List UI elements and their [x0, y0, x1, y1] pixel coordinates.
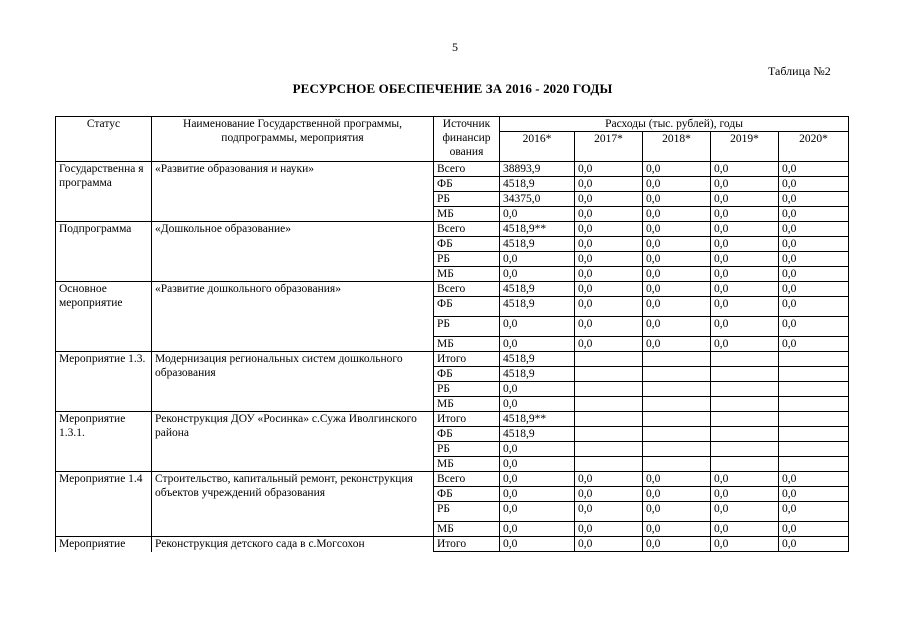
- value-cell: 0,0: [500, 537, 575, 552]
- value-cell: 0,0: [779, 222, 849, 237]
- value-cell: [575, 367, 643, 382]
- value-cell: 0,0: [643, 237, 711, 252]
- status-cell: Основное мероприятие: [56, 282, 152, 352]
- value-cell: [643, 412, 711, 427]
- value-cell: 0,0: [643, 522, 711, 537]
- value-cell: [711, 457, 779, 472]
- value-cell: 0,0: [779, 502, 849, 522]
- source-cell: РБ: [434, 317, 500, 337]
- value-cell: 0,0: [643, 317, 711, 337]
- value-cell: [643, 382, 711, 397]
- value-cell: [643, 442, 711, 457]
- value-cell: 0,0: [711, 472, 779, 487]
- value-cell: 0,0: [500, 337, 575, 352]
- value-cell: 0,0: [711, 207, 779, 222]
- value-cell: 0,0: [779, 472, 849, 487]
- value-cell: [711, 397, 779, 412]
- document-title: РЕСУРСНОЕ ОБЕСПЕЧЕНИЕ ЗА 2016 - 2020 ГОДЫ: [292, 81, 613, 96]
- value-cell: 0,0: [575, 192, 643, 207]
- value-cell: 0,0: [575, 522, 643, 537]
- header-expenses: Расходы (тыс. рублей), годы: [500, 117, 849, 132]
- value-cell: 0,0: [711, 252, 779, 267]
- value-cell: [575, 382, 643, 397]
- value-cell: 0,0: [643, 267, 711, 282]
- value-cell: 0,0: [500, 457, 575, 472]
- value-cell: 0,0: [575, 162, 643, 177]
- value-cell: 0,0: [575, 472, 643, 487]
- source-cell: ФБ: [434, 177, 500, 192]
- value-cell: [711, 352, 779, 367]
- value-cell: [643, 397, 711, 412]
- value-cell: 0,0: [643, 282, 711, 297]
- value-cell: 0,0: [779, 317, 849, 337]
- value-cell: 0,0: [500, 502, 575, 522]
- value-cell: 0,0: [779, 537, 849, 552]
- value-cell: 0,0: [779, 207, 849, 222]
- value-cell: 4518,9: [500, 427, 575, 442]
- value-cell: [711, 382, 779, 397]
- value-cell: 0,0: [711, 282, 779, 297]
- table-row: [56, 352, 849, 367]
- value-cell: [643, 427, 711, 442]
- value-cell: [779, 457, 849, 472]
- header-year: 2018*: [643, 132, 711, 162]
- table-row: [56, 282, 849, 297]
- source-cell: РБ: [434, 382, 500, 397]
- value-cell: 0,0: [575, 222, 643, 237]
- value-cell: 0,0: [500, 472, 575, 487]
- header-status: Статус: [56, 117, 152, 162]
- source-cell: РБ: [434, 442, 500, 457]
- program-name-cell: «Развитие дошкольного образования»: [152, 282, 434, 352]
- source-cell: Итого: [434, 352, 500, 367]
- value-cell: 0,0: [779, 192, 849, 207]
- value-cell: [779, 412, 849, 427]
- value-cell: 0,0: [779, 252, 849, 267]
- source-cell: ФБ: [434, 427, 500, 442]
- value-cell: 0,0: [711, 162, 779, 177]
- value-cell: 0,0: [643, 192, 711, 207]
- source-cell: МБ: [434, 457, 500, 472]
- value-cell: [711, 412, 779, 427]
- value-cell: 0,0: [500, 207, 575, 222]
- source-cell: РБ: [434, 192, 500, 207]
- header-year: 2020*: [779, 132, 849, 162]
- source-cell: МБ: [434, 267, 500, 282]
- value-cell: 0,0: [575, 267, 643, 282]
- value-cell: [711, 367, 779, 382]
- value-cell: [643, 352, 711, 367]
- status-cell: Мероприятие 1.3.1.: [56, 412, 152, 472]
- header-source: Источник финансир ования: [434, 117, 500, 162]
- value-cell: [711, 427, 779, 442]
- value-cell: 0,0: [575, 502, 643, 522]
- value-cell: 0,0: [711, 537, 779, 552]
- status-cell: Мероприятие: [56, 537, 152, 552]
- value-cell: 0,0: [575, 237, 643, 252]
- value-cell: [575, 457, 643, 472]
- value-cell: 4518,9: [500, 367, 575, 382]
- source-cell: ФБ: [434, 297, 500, 317]
- value-cell: 0,0: [711, 297, 779, 317]
- value-cell: 0,0: [643, 162, 711, 177]
- value-cell: 0,0: [500, 267, 575, 282]
- source-cell: Итого: [434, 412, 500, 427]
- source-cell: МБ: [434, 207, 500, 222]
- value-cell: 4518,9: [500, 237, 575, 252]
- value-cell: 0,0: [711, 192, 779, 207]
- value-cell: 4518,9: [500, 282, 575, 297]
- value-cell: 4518,9**: [500, 222, 575, 237]
- value-cell: [779, 382, 849, 397]
- value-cell: 0,0: [643, 222, 711, 237]
- value-cell: 4518,9: [500, 352, 575, 367]
- value-cell: 0,0: [500, 382, 575, 397]
- header-name: Наименование Государственной программы, подпрограммы, мероприятия: [152, 117, 434, 162]
- table-row: [56, 472, 849, 487]
- value-cell: 0,0: [500, 442, 575, 457]
- source-cell: ФБ: [434, 487, 500, 502]
- value-cell: 0,0: [575, 177, 643, 192]
- value-cell: 0,0: [779, 237, 849, 252]
- value-cell: 0,0: [500, 522, 575, 537]
- value-cell: 0,0: [575, 537, 643, 552]
- table-row: [56, 412, 849, 427]
- page-number: 5: [452, 40, 458, 54]
- source-cell: РБ: [434, 502, 500, 522]
- source-cell: Всего: [434, 282, 500, 297]
- table-row: [56, 162, 849, 177]
- value-cell: 0,0: [575, 282, 643, 297]
- value-cell: 0,0: [575, 252, 643, 267]
- value-cell: 0,0: [643, 487, 711, 502]
- value-cell: [779, 427, 849, 442]
- source-cell: ФБ: [434, 237, 500, 252]
- source-cell: Всего: [434, 222, 500, 237]
- value-cell: [575, 442, 643, 457]
- value-cell: 4518,9: [500, 177, 575, 192]
- value-cell: 0,0: [711, 237, 779, 252]
- source-cell: МБ: [434, 337, 500, 352]
- source-cell: МБ: [434, 522, 500, 537]
- header-year: 2017*: [575, 132, 643, 162]
- value-cell: 0,0: [500, 487, 575, 502]
- program-name-cell: Строительство, капитальный ремонт, реконструкция объектов учреждений образования: [152, 472, 434, 537]
- value-cell: 34375,0: [500, 192, 575, 207]
- status-cell: Государственна я программа: [56, 162, 152, 222]
- program-name-cell: «Развитие образования и науки»: [152, 162, 434, 222]
- program-name-cell: «Дошкольное образование»: [152, 222, 434, 282]
- value-cell: 0,0: [575, 317, 643, 337]
- value-cell: 0,0: [779, 337, 849, 352]
- source-cell: Всего: [434, 162, 500, 177]
- value-cell: 0,0: [643, 297, 711, 317]
- value-cell: 0,0: [643, 252, 711, 267]
- value-cell: [779, 442, 849, 457]
- source-cell: Всего: [434, 472, 500, 487]
- program-name-cell: Модернизация региональных систем дошкольного образования: [152, 352, 434, 412]
- status-cell: Мероприятие 1.4: [56, 472, 152, 537]
- value-cell: 0,0: [643, 207, 711, 222]
- value-cell: 0,0: [643, 177, 711, 192]
- status-cell: Подпрограмма: [56, 222, 152, 282]
- value-cell: 0,0: [779, 177, 849, 192]
- value-cell: 0,0: [711, 177, 779, 192]
- value-cell: 0,0: [575, 337, 643, 352]
- value-cell: 0,0: [643, 502, 711, 522]
- value-cell: 0,0: [779, 297, 849, 317]
- value-cell: 0,0: [643, 472, 711, 487]
- value-cell: 0,0: [711, 222, 779, 237]
- value-cell: 0,0: [575, 297, 643, 317]
- status-cell: Мероприятие 1.3.: [56, 352, 152, 412]
- value-cell: 0,0: [643, 537, 711, 552]
- value-cell: 0,0: [779, 162, 849, 177]
- value-cell: 0,0: [779, 267, 849, 282]
- value-cell: 0,0: [711, 522, 779, 537]
- program-name-cell: Реконструкция детского сада в с.Могсохон: [152, 537, 434, 552]
- table-label: Таблица №2: [768, 64, 831, 78]
- header-year: 2016*: [500, 132, 575, 162]
- value-cell: 0,0: [711, 487, 779, 502]
- header-year: 2019*: [711, 132, 779, 162]
- program-name-cell: Реконструкция ДОУ «Росинка» с.Сужа Иволгинского района: [152, 412, 434, 472]
- value-cell: 0,0: [779, 487, 849, 502]
- source-cell: Итого: [434, 537, 500, 552]
- value-cell: 0,0: [500, 252, 575, 267]
- source-cell: ФБ: [434, 367, 500, 382]
- value-cell: 0,0: [575, 487, 643, 502]
- value-cell: [575, 412, 643, 427]
- value-cell: [575, 397, 643, 412]
- value-cell: [711, 442, 779, 457]
- value-cell: [643, 367, 711, 382]
- value-cell: 38893,9: [500, 162, 575, 177]
- value-cell: [779, 397, 849, 412]
- source-cell: МБ: [434, 397, 500, 412]
- value-cell: 0,0: [643, 337, 711, 352]
- value-cell: 0,0: [711, 502, 779, 522]
- value-cell: 0,0: [711, 317, 779, 337]
- value-cell: 4518,9**: [500, 412, 575, 427]
- value-cell: [575, 427, 643, 442]
- value-cell: 0,0: [575, 207, 643, 222]
- value-cell: 4518,9: [500, 297, 575, 317]
- table-row: [56, 222, 849, 237]
- source-cell: РБ: [434, 252, 500, 267]
- table-row: [56, 537, 849, 552]
- value-cell: 0,0: [500, 397, 575, 412]
- resource-table: [55, 116, 849, 552]
- value-cell: [779, 367, 849, 382]
- value-cell: 0,0: [500, 317, 575, 337]
- value-cell: [779, 352, 849, 367]
- value-cell: 0,0: [779, 522, 849, 537]
- value-cell: 0,0: [711, 337, 779, 352]
- value-cell: [643, 457, 711, 472]
- value-cell: 0,0: [711, 267, 779, 282]
- value-cell: 0,0: [779, 282, 849, 297]
- value-cell: [575, 352, 643, 367]
